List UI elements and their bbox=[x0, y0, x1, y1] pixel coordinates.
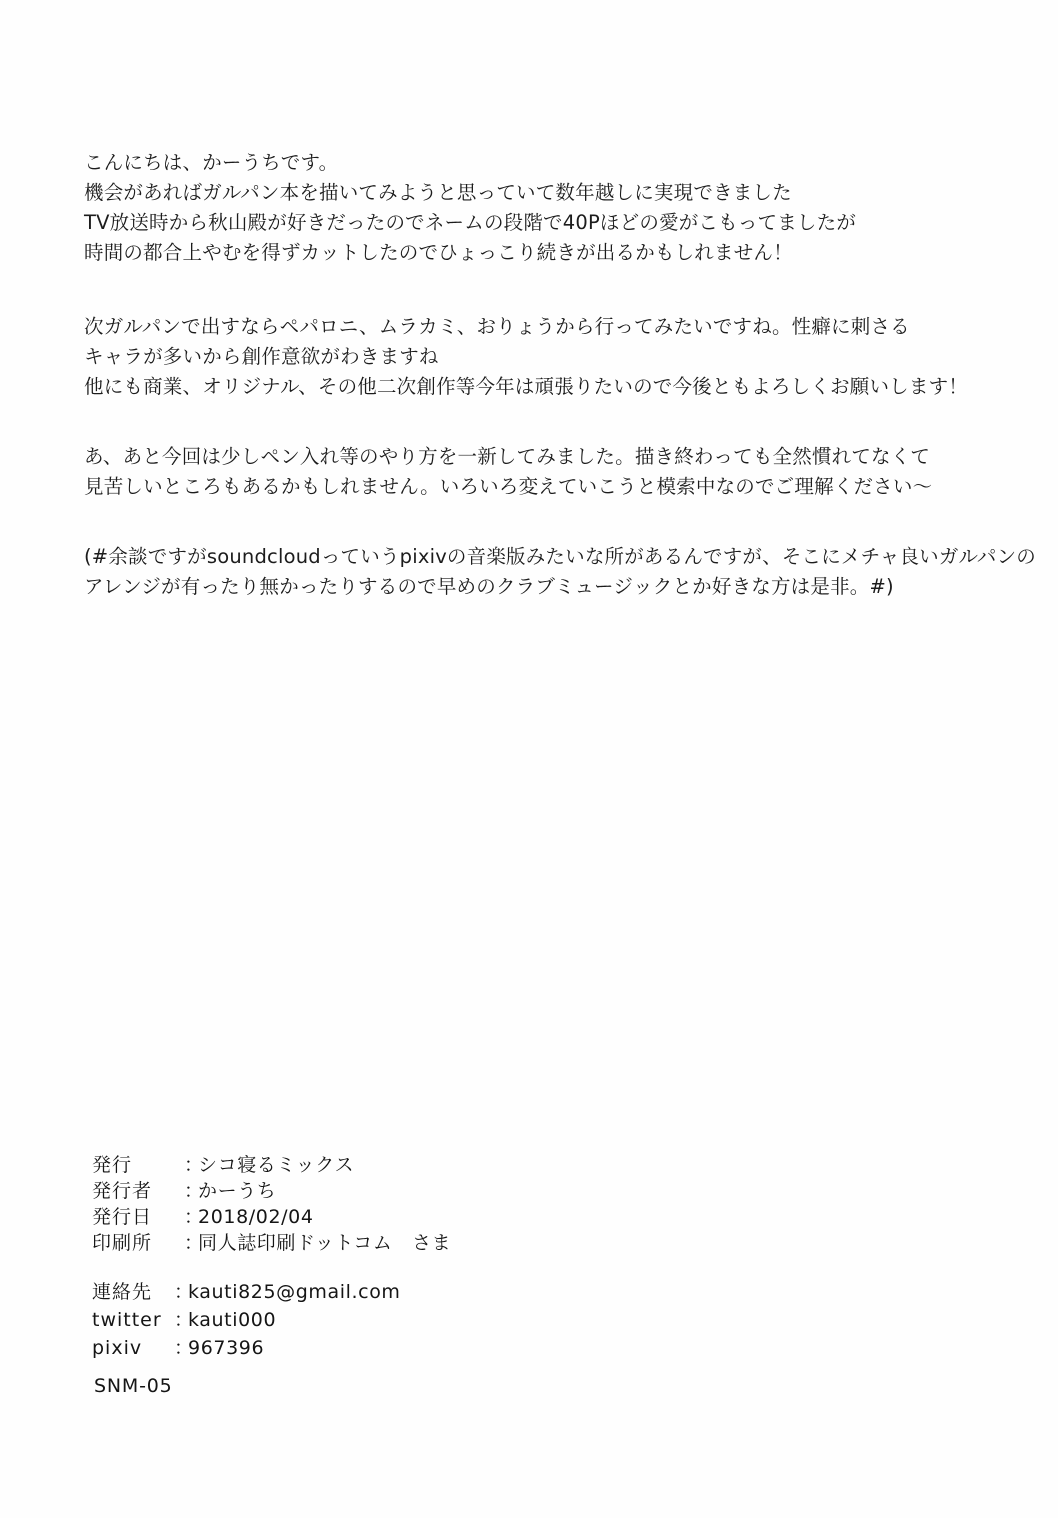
colophon-value: シコ寝るミックス bbox=[198, 1154, 355, 1176]
contact-section bbox=[92, 1278, 692, 1362]
afterword-paragraph-1 bbox=[84, 148, 1014, 268]
colophon-row bbox=[92, 1152, 692, 1178]
contact-pixiv-value: 967396 bbox=[188, 1337, 265, 1359]
colophon-label: 発行 bbox=[92, 1154, 133, 1176]
afterword-line: 他にも商業、オリジナル、その他二次創作等今年は頑張りたいので今後ともよろしくお願いします！ bbox=[84, 375, 968, 398]
colophon-separator: ： bbox=[184, 1154, 204, 1176]
colophon-label: 印刷所 bbox=[92, 1232, 153, 1254]
afterword-line: あ、あと今回は少しペン入れ等のやり方を一新してみました。描き終わっても全然慣れてなくて bbox=[84, 445, 931, 468]
colophon-value: かーうち bbox=[198, 1180, 277, 1202]
contact-label: pixiv bbox=[92, 1337, 143, 1359]
afterword-line: 時間の都合上やむを得ずカットしたのでひょっこり続きが出るかもしれません！ bbox=[84, 241, 793, 264]
afterword-line: アレンジが有ったり無かったりするので早めのクラブミュージックとか好きな方は是非。#) bbox=[84, 575, 894, 598]
contact-separator: ： bbox=[174, 1281, 194, 1303]
colophon-value: 同人誌印刷ドットコム さま bbox=[198, 1232, 452, 1254]
afterword-paragraph-4 bbox=[84, 542, 1036, 602]
colophon-label: 発行日 bbox=[92, 1206, 153, 1228]
afterword-line: 次ガルパンで出すならペパロニ、ムラカミ、おりょうから行ってみたいですね。性癖に刺さる bbox=[84, 315, 910, 338]
afterword-paragraph-2 bbox=[84, 312, 1014, 402]
colophon-row bbox=[92, 1230, 692, 1256]
contact-row-email bbox=[92, 1278, 692, 1306]
contact-separator: ： bbox=[174, 1309, 194, 1331]
afterword-line: こんにちは、かーうちです。 bbox=[84, 151, 339, 174]
contact-row-twitter bbox=[92, 1306, 692, 1334]
catalog-code: SNM-05 bbox=[94, 1375, 173, 1397]
contact-twitter-value: kauti000 bbox=[188, 1309, 277, 1331]
colophon-value: 2018/02/04 bbox=[198, 1206, 314, 1228]
colophon-section bbox=[92, 1152, 692, 1256]
afterword-paragraph-3 bbox=[84, 442, 1014, 502]
contact-label: 連絡先 bbox=[92, 1281, 153, 1303]
colophon-label: 発行者 bbox=[92, 1180, 153, 1202]
colophon-separator: ： bbox=[184, 1206, 204, 1228]
contact-separator: ： bbox=[174, 1337, 194, 1359]
contact-row-pixiv bbox=[92, 1334, 692, 1362]
afterword-line: (#余談ですがsoundcloudっていうpixivの音楽版みたいな所があるんですが、そこにメチャ良いガルパンの bbox=[84, 545, 1036, 568]
afterword-line: TV放送時から秋山殿が好きだったのでネームの段階で40Pほどの愛がこもってましたが bbox=[84, 211, 857, 234]
colophon-separator: ： bbox=[184, 1232, 204, 1254]
contact-email-value: kauti825@gmail.com bbox=[188, 1281, 401, 1303]
colophon-row bbox=[92, 1204, 692, 1230]
colophon-row bbox=[92, 1178, 692, 1204]
afterword-line: 機会があればガルパン本を描いてみようと思っていて数年越しに実現できました bbox=[84, 181, 792, 204]
contact-label: twitter bbox=[92, 1309, 162, 1331]
colophon-separator: ： bbox=[184, 1180, 204, 1202]
afterword-section bbox=[84, 148, 1036, 602]
afterword-line: キャラが多いから創作意欲がわきますね bbox=[84, 345, 439, 368]
afterword-line: 見苦しいところもあるかもしれません。いろいろ変えていこうと模索中なのでご理解ください〜 bbox=[84, 475, 933, 498]
